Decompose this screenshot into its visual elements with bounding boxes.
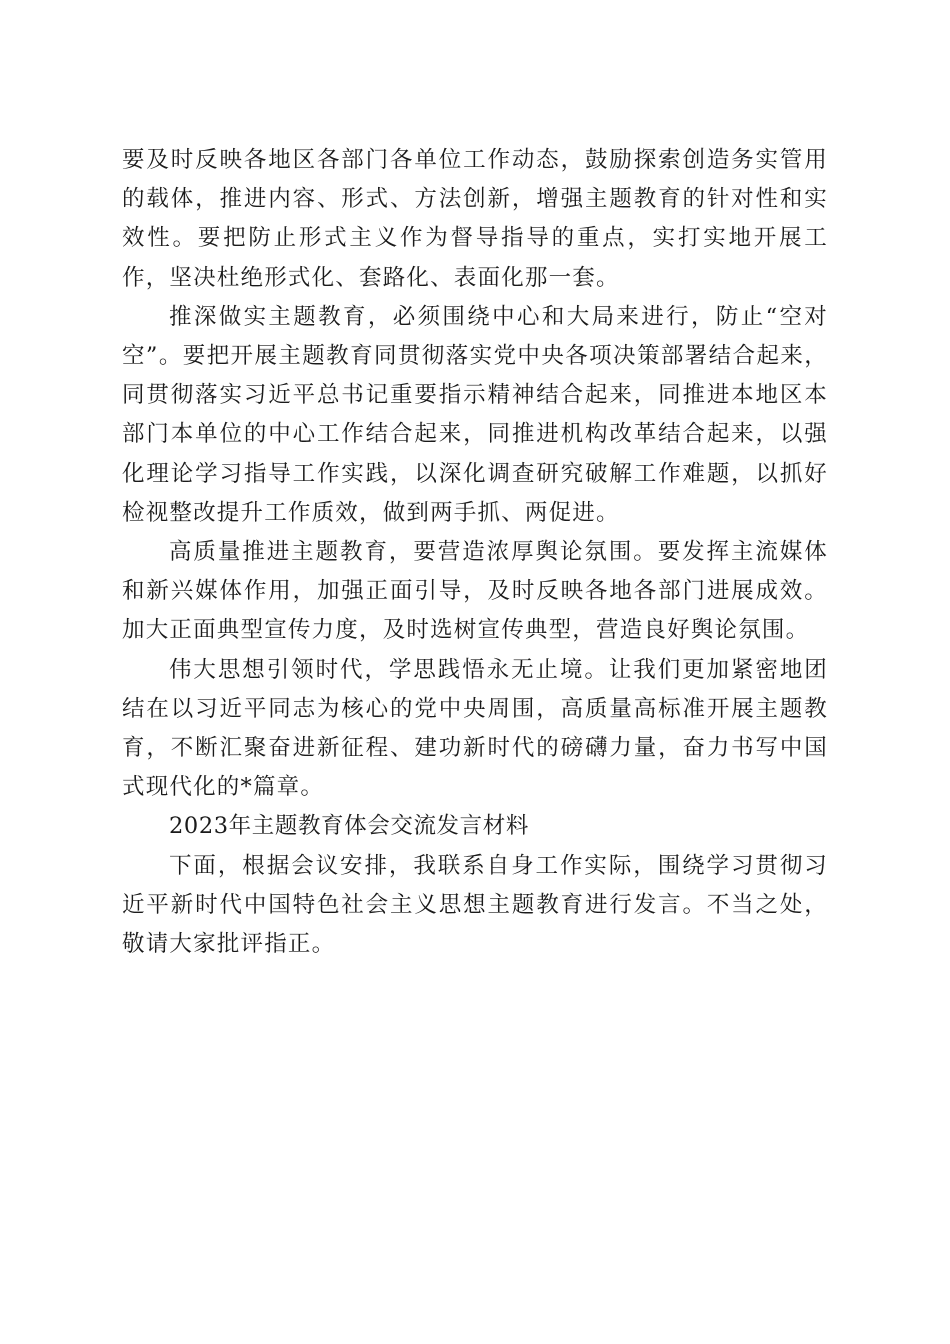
closing-paragraph: 下面，根据会议安排，我联系自身工作实际，围绕学习贯彻习近平新时代中国特色社会主义思想主题教育进行发言。不当之处，敬请大家批评指正。 bbox=[122, 852, 828, 958]
body-paragraph-1: 要及时反映各地区各部门各单位工作动态，鼓励探索创造务实管用的载体，推进内容、形式、方法创新，增强主题教育的针对性和实效性。要把防止形式主义作为督导指导的重点，实打实地开展工作，坚决杜绝形式化、套路化、表面化那一套。 bbox=[122, 147, 828, 291]
body-paragraph-4: 伟大思想引领时代，学思践悟永无止境。让我们更加紧密地团结在以习近平同志为核心的党中央周围，高质量高标准开展主题教育，不断汇聚奋进新征程、建功新时代的磅礴力量，奋力书写中国式现代化的*篇章。 bbox=[122, 656, 828, 801]
body-paragraph-2: 推深做实主题教育，必须围绕中心和大局来进行，防止“空对空”。要把开展主题教育同贯彻落实党中央各项决策部署结合起来，同贯彻落实习近平总书记重要指示精神结合起来，同推进本地区本部门本单位的中心工作结合起来，同推进机构改革结合起来，以强化理论学习指导工作实践，以深化调查研究破解工作难题，以抓好检视整改提升工作质效，做到两手抓、两促进。 bbox=[122, 303, 828, 526]
section-heading: 2023年主题教育体会交流发言材料 bbox=[169, 813, 529, 840]
body-paragraph-3: 高质量推进主题教育，要营造浓厚舆论氛围。要发挥主流媒体和新兴媒体作用，加强正面引导，及时反映各地各部门进展成效。加大正面典型宣传力度，及时选树宣传典型，营造良好舆论氛围。 bbox=[122, 539, 828, 644]
document-body bbox=[122, 141, 828, 964]
